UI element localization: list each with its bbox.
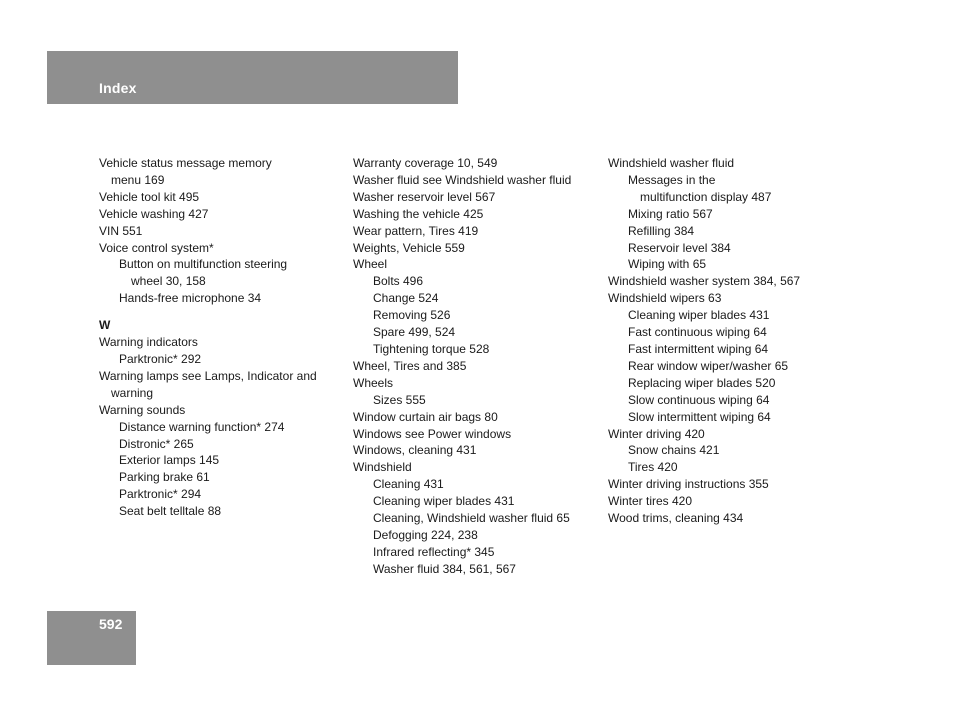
index-entry: Exterior lamps 145	[119, 453, 220, 468]
index-entry: Seat belt telltale 88	[119, 504, 222, 519]
index-entry: Warranty coverage 10, 549	[353, 156, 498, 170]
index-entry: Windows see Power windows	[353, 426, 512, 441]
section-letter: W	[99, 318, 111, 333]
index-entry: menu 169	[111, 172, 165, 187]
index-entry: Bolts 496	[373, 274, 424, 289]
index-entry: Infrared reflecting* 345	[373, 544, 495, 559]
index-entry: Mixing ratio 567	[628, 206, 713, 221]
index-entry: Fast intermittent wiping 64	[628, 341, 769, 356]
index-entry: Wheels	[353, 375, 394, 390]
page-title: Index	[99, 80, 137, 96]
index-entry: Wheel	[353, 257, 388, 272]
index-entry: Wood trims, cleaning 434	[608, 511, 744, 526]
index-column-3	[608, 155, 858, 527]
index-entry: Parking brake 61	[119, 470, 210, 485]
index-entry: Winter driving 420	[608, 426, 705, 441]
index-entry: Defogging 224, 238	[373, 527, 478, 542]
index-entry: Parktronic* 294	[119, 487, 202, 502]
index-entry: Washing the vehicle 425	[353, 206, 484, 221]
index-entry: Parktronic* 292	[119, 351, 202, 366]
index-entry: multifunction display 487	[640, 189, 772, 204]
index-entry: Washer fluid see Windshield washer fluid	[353, 172, 572, 187]
index-entry: Spare 499, 524	[373, 325, 456, 340]
header-bar	[47, 51, 458, 104]
index-entry: Windows, cleaning 431	[353, 443, 477, 458]
index-entry: Slow continuous wiping 64	[628, 392, 770, 407]
index-entry: Washer reservoir level 567	[353, 189, 496, 204]
index-entry: wheel 30, 158	[131, 274, 206, 289]
index-entry: Reservoir level 384	[628, 240, 731, 255]
index-entry: Vehicle tool kit 495	[99, 189, 200, 204]
index-entry: Cleaning wiper blades 431	[628, 308, 770, 323]
page-number: 592	[99, 616, 123, 632]
index-entry: Washer fluid 384, 561, 567	[373, 561, 516, 576]
index-entry: Warning sounds	[99, 402, 186, 417]
index-entry: Rear window wiper/washer 65	[628, 358, 789, 373]
index-entry: Button on multifunction steering	[119, 257, 288, 272]
index-entry: Weights, Vehicle 559	[353, 240, 465, 255]
index-column-2	[353, 155, 603, 578]
index-entry: Windshield washer fluid	[608, 156, 735, 170]
index-entry: Change 524	[373, 291, 439, 306]
index-entry: Voice control system*	[99, 240, 214, 255]
page-number-box	[47, 611, 136, 665]
index-entry: Cleaning, Windshield washer fluid 65	[373, 511, 570, 526]
index-entry: Window curtain air bags 80	[353, 409, 498, 424]
index-entry: Wheel, Tires and 385	[353, 358, 467, 373]
index-entry: Slow intermittent wiping 64	[628, 409, 771, 424]
index-entry: Refilling 384	[628, 223, 695, 238]
index-entry: Wear pattern, Tires 419	[353, 223, 479, 238]
index-entry: Fast continuous wiping 64	[628, 325, 767, 340]
index-entry: Removing 526	[373, 308, 451, 323]
index-entry: Distance warning function* 274	[119, 419, 285, 434]
index-entry: Tightening torque 528	[373, 341, 490, 356]
index-entry: Winter driving instructions 355	[608, 477, 769, 492]
index-entry: Warning indicators	[99, 335, 198, 350]
index-entry: Windshield washer system 384, 567	[608, 274, 801, 289]
index-entry: Winter tires 420	[608, 494, 693, 509]
index-entry: Hands-free microphone 34	[119, 291, 262, 306]
index-entry: Vehicle status message memory	[99, 156, 272, 170]
index-entry: VIN 551	[99, 223, 143, 238]
index-entry: Wiping with 65	[628, 257, 707, 272]
index-entry: Sizes 555	[373, 392, 426, 407]
index-entry: Vehicle washing 427	[99, 206, 209, 221]
index-entry: Cleaning 431	[373, 477, 444, 492]
index-entry: Windshield wipers 63	[608, 291, 722, 306]
index-entry: Snow chains 421	[628, 443, 720, 458]
index-entry: Windshield	[353, 460, 412, 475]
index-entry: Cleaning wiper blades 431	[373, 494, 515, 509]
index-entry: Replacing wiper blades 520	[628, 375, 776, 390]
index-entry: Warning lamps see Lamps, Indicator and	[99, 368, 317, 383]
index-entry: warning	[111, 385, 154, 400]
index-entry: Distronic* 265	[119, 436, 194, 451]
index-entry: Messages in the	[628, 172, 716, 187]
index-entry: Tires 420	[628, 460, 678, 475]
index-column-1	[99, 155, 349, 520]
